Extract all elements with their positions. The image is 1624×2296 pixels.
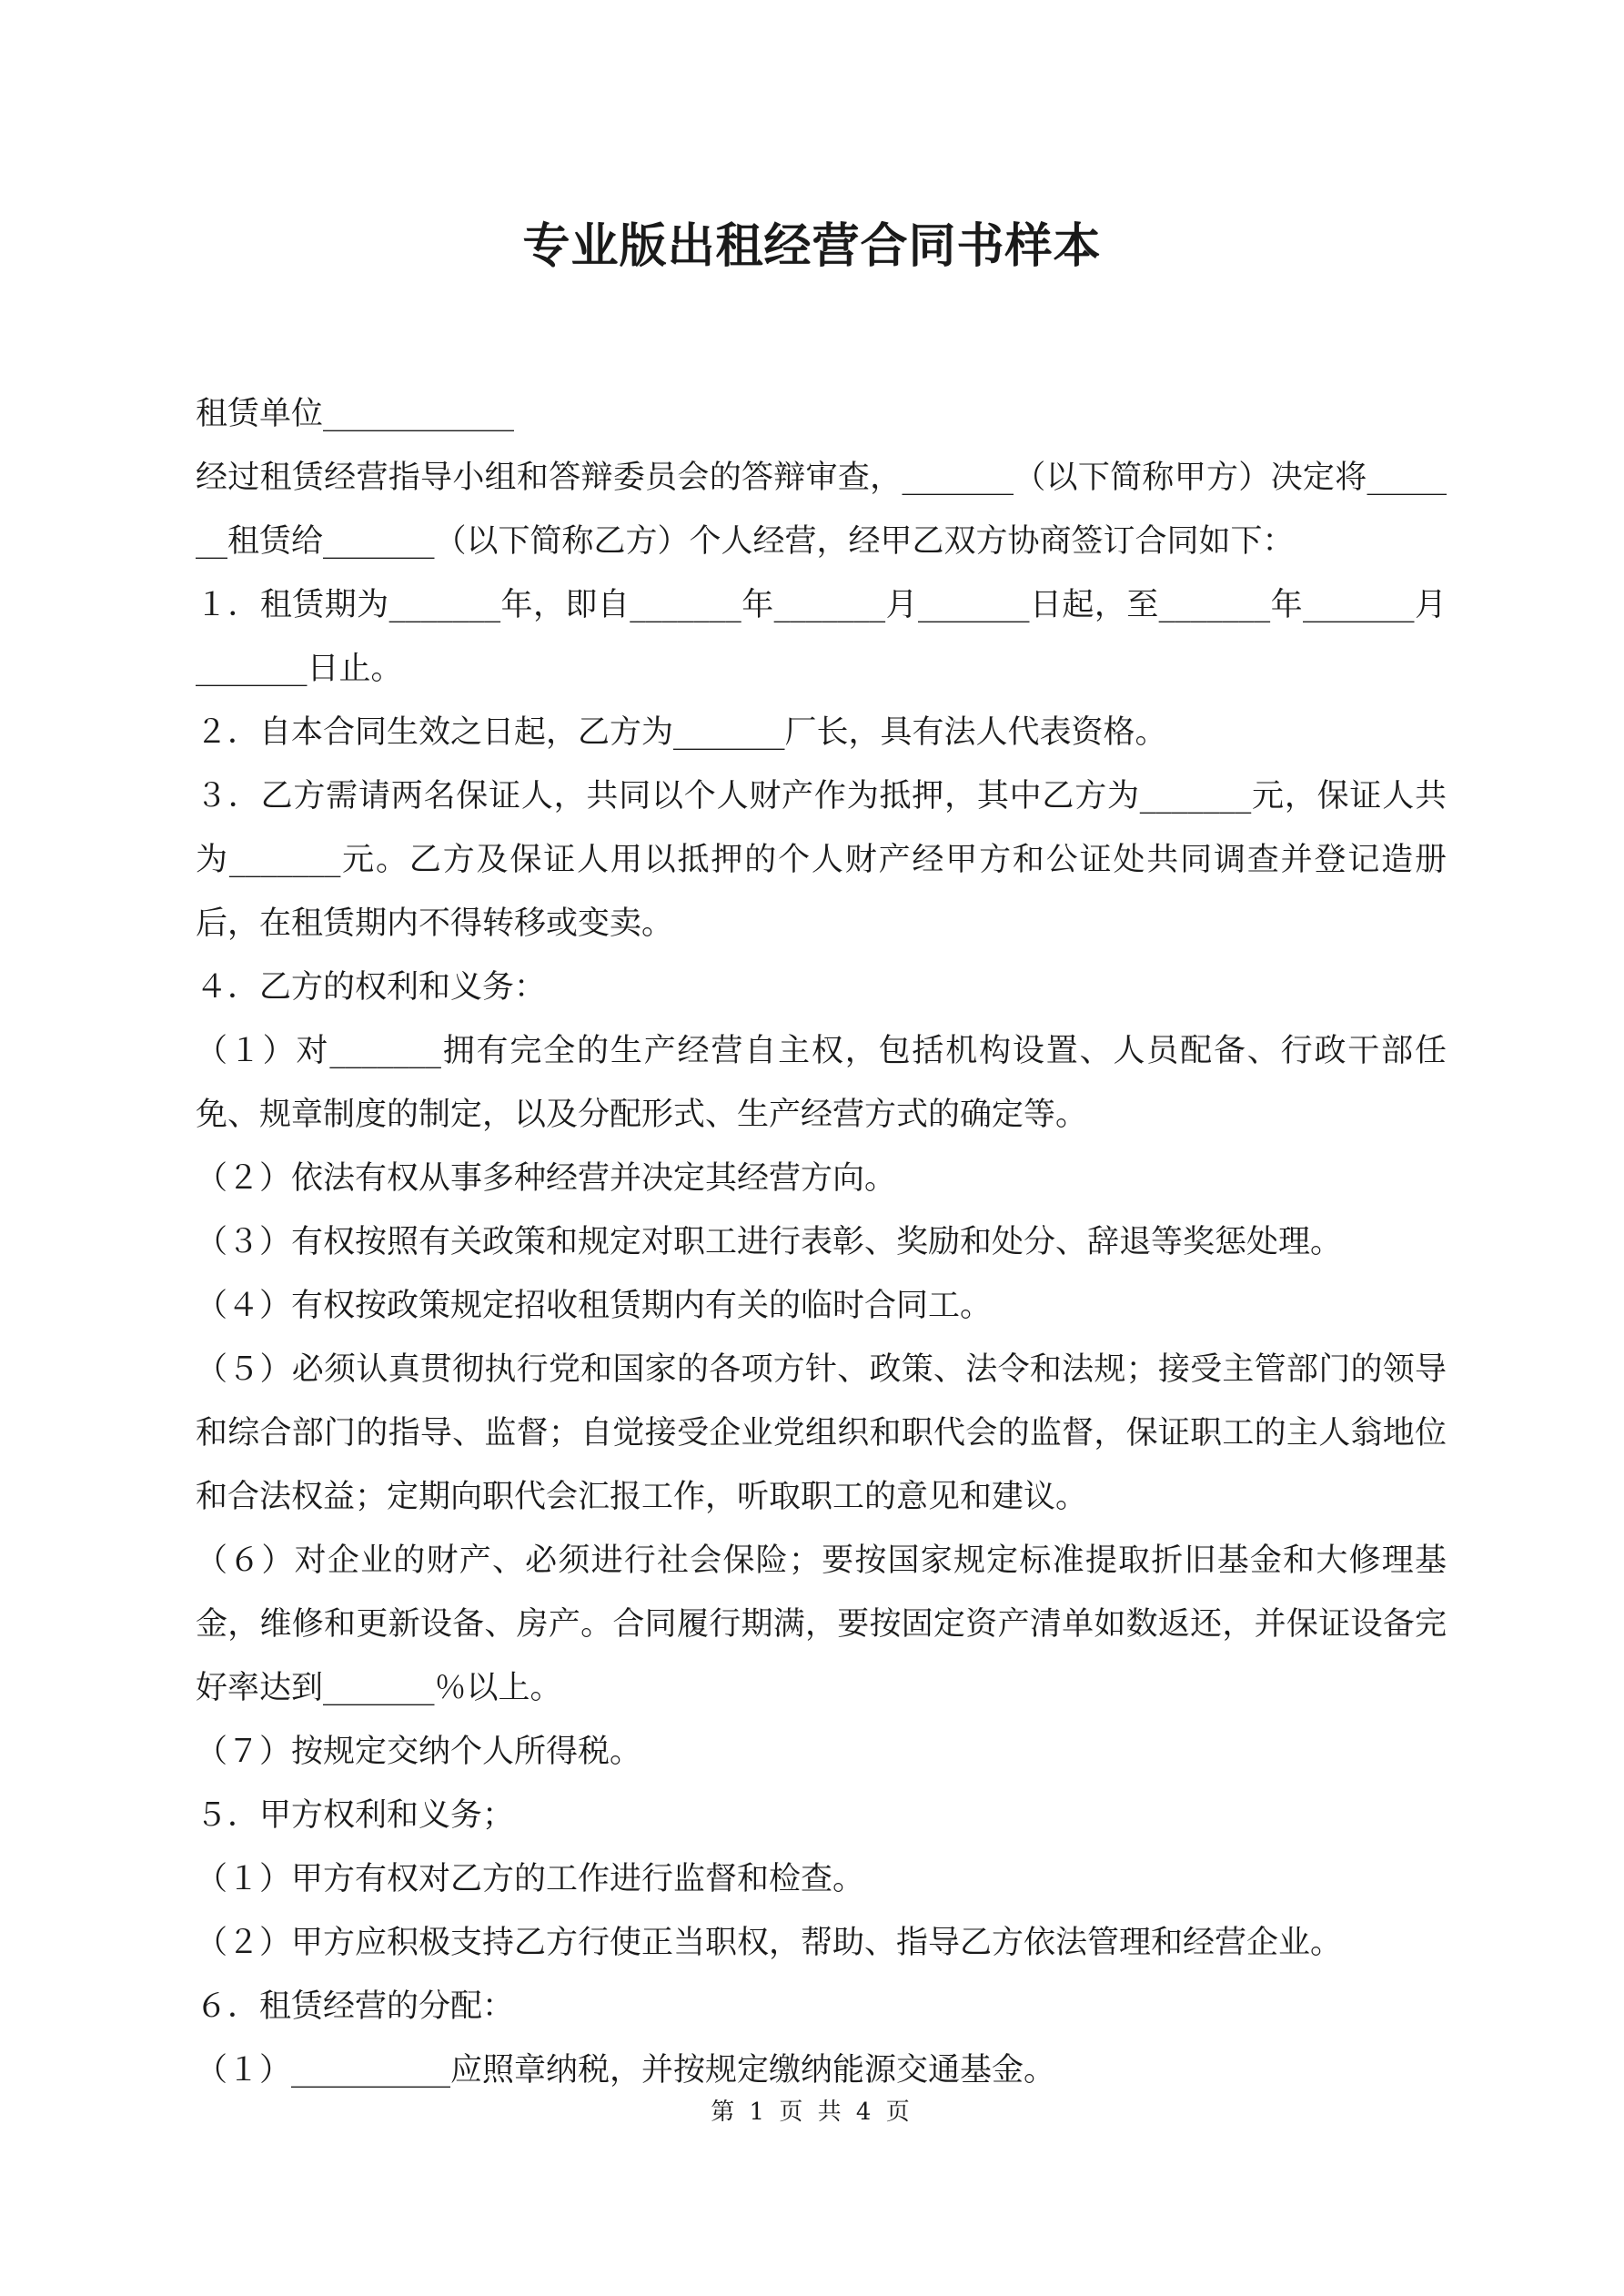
paragraph-clause-2: ２．自本合同生效之日起，乙方为_______厂长，具有法人代表资格。 [196,714,1167,751]
paragraph-clause-4-3: （３）有权按照有关政策和规定对职工进行表彰、奖励和处分、辞退等奖惩处理。 [196,1224,1343,1260]
document-body [196,382,1447,2102]
paragraph-clause-4-heading: ４．乙方的权利和义务： [196,969,547,1006]
page-number-footer: 第 1 页 共 4 页 [711,2099,913,2126]
document-title: 专业版出租经营合同书样本 [522,218,1102,274]
paragraph-clause-5-2: （２）甲方应积极支持乙方行使正当职权，帮助、指导乙方依法管理和经营企业。 [196,1925,1343,1961]
paragraph-clause-4-4: （４）有权按政策规定招收租赁期内有关的临时合同工。 [196,1288,993,1324]
paragraph-clause-6-heading: ６．租赁经营的分配： [196,1988,515,2025]
paragraph-clause-4-5: （５）必须认真贯彻执行党和国家的各项方针、政策、法令和法规；接受主管部门的领导和综合部门的指导、监督；自觉接受企业党组织和职代会的监督，保证职工的主人翁地位和合法权益；定期向职代会汇报工作，听取职工的意见和建议。 [196,1351,1447,1515]
paragraph-clause-4-7: （７）按规定交纳个人所得税。 [196,1734,642,1770]
paragraph-clause-5-1: （１）甲方有权对乙方的工作进行监督和检查。 [196,1861,865,1897]
paragraph-clause-4-2: （２）依法有权从事多种经营并决定其经营方向。 [196,1160,897,1197]
paragraph-clause-4-1: （１）对_______拥有完全的生产经营自主权，包括机构设置、人员配备、行政干部任免、规章制度的制定，以及分配形式、生产经营方式的确定等。 [196,1033,1447,1133]
paragraph-clause-3: ３．乙方需请两名保证人，共同以个人财产作为抵押，其中乙方为_______元，保证人共为_______元。乙方及保证人用以抵押的个人财产经甲方和公证处共同调查并登记造册后，在租赁期内不得转移或变卖。 [196,778,1447,942]
paragraph-clause-1: １．租赁期为_______年，即自_______年_______月_______日起，至_______年_______月_______日止。 [196,587,1447,687]
paragraph-lessee-unit: 租赁单位____________ [196,396,515,432]
paragraph-clause-4-6: （６）对企业的财产、必须进行社会保险；要按国家规定标准提取折旧基金和大修理基金，维修和更新设备、房产。合同履行期满，要按固定资产清单如数返还，并保证设备完好率达到_______％以上。 [196,1542,1447,1706]
paragraph-preamble: 经过租赁经营指导小组和答辩委员会的答辩审查，_______（以下简称甲方）决定将_______租赁给_______（以下简称乙方）个人经营，经甲乙双方协商签订合同如下： [196,460,1447,560]
paragraph-clause-6-1: （１）__________应照章纳税，并按规定缴纳能源交通基金。 [196,2052,1056,2089]
paragraph-clause-5-heading: ５．甲方权利和义务； [196,1797,515,1834]
